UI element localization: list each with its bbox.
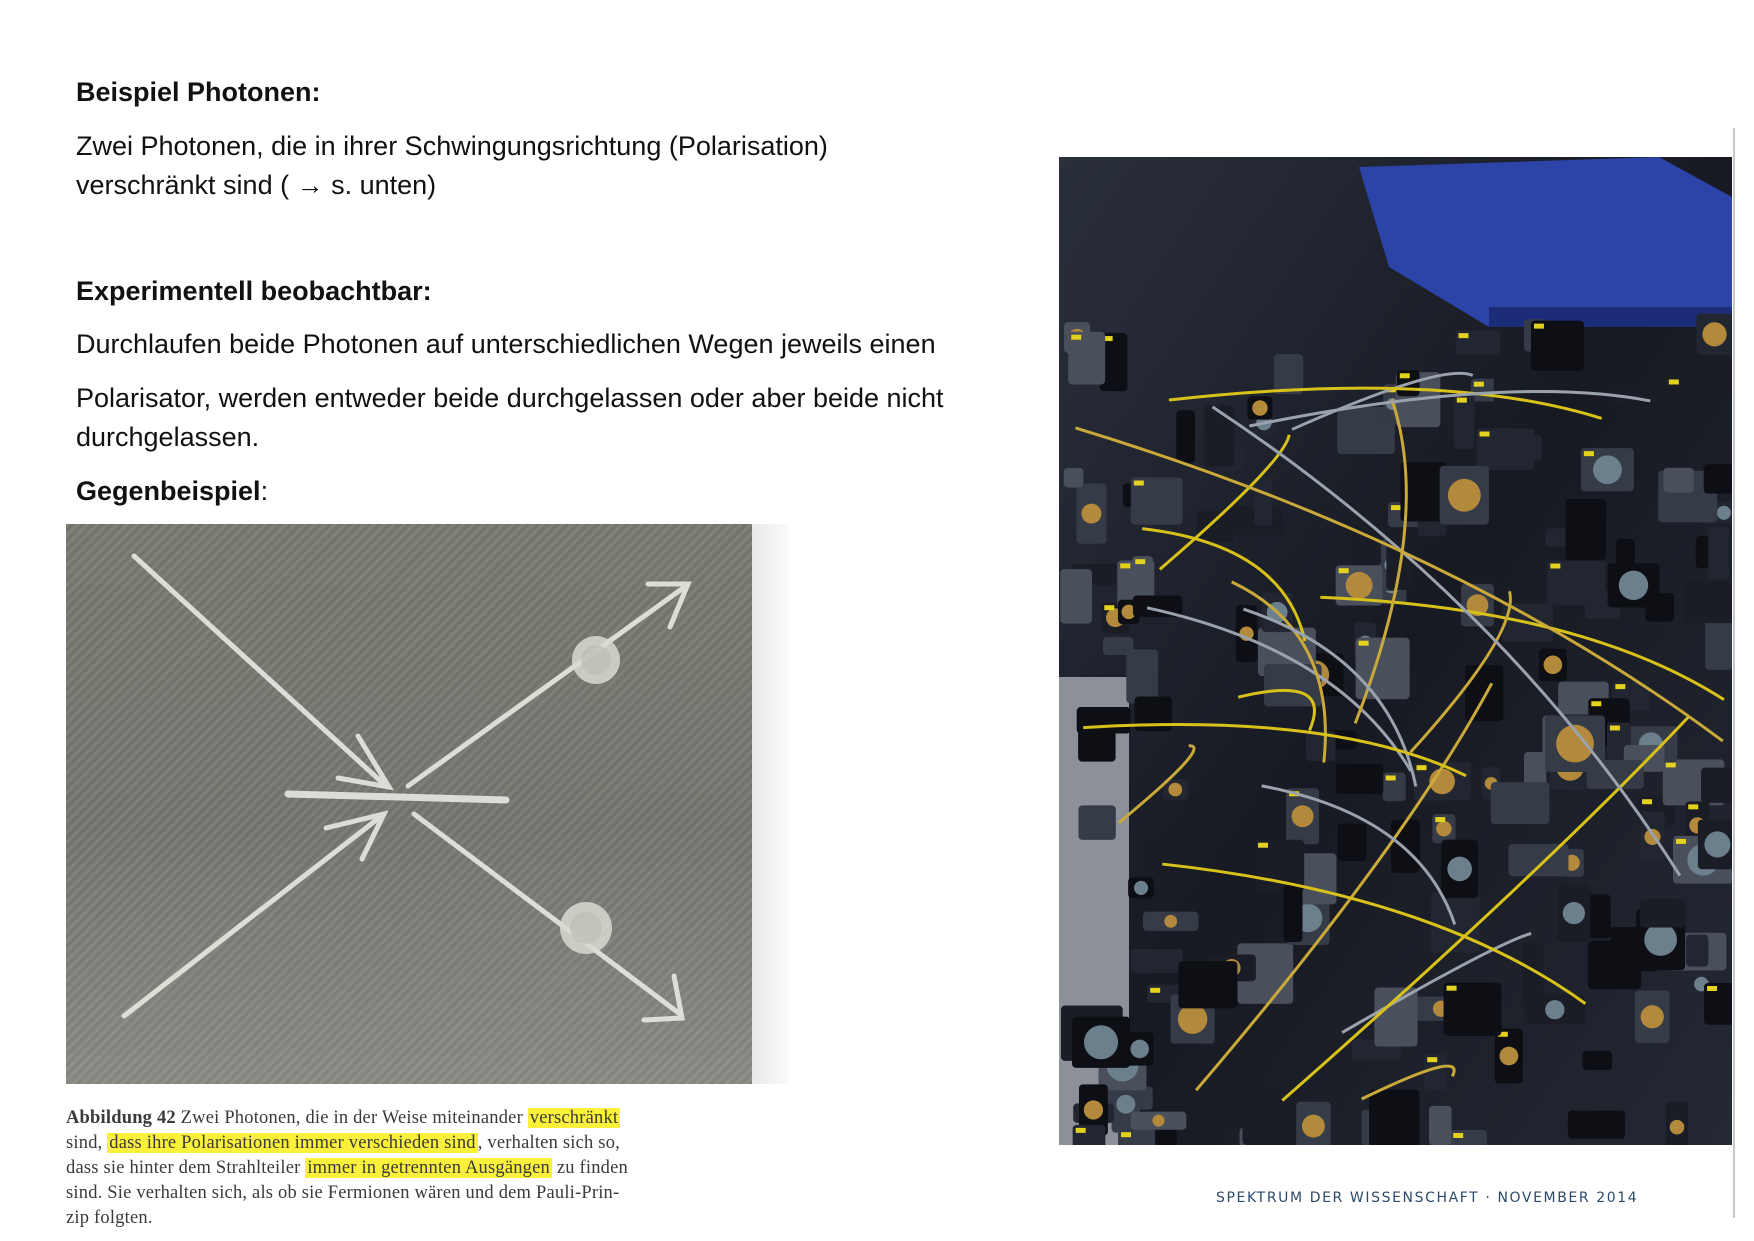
- lens: [1593, 455, 1622, 484]
- caption-text-4: dass sie hinter dem Strahlteiler: [66, 1158, 306, 1178]
- optical-mount: [1254, 478, 1272, 526]
- lens: [1619, 571, 1648, 600]
- warning-label: [1474, 382, 1484, 387]
- warning-label: [1584, 451, 1594, 456]
- warning-label: [1120, 563, 1130, 568]
- lens: [1346, 572, 1373, 599]
- lens: [1081, 504, 1101, 524]
- lens: [1545, 1000, 1564, 1019]
- intro-line-1: Zwei Photonen, die in ihrer Schwingungsrichtung (Polarisation): [76, 131, 828, 161]
- lens: [1644, 923, 1677, 956]
- warning-label: [1150, 988, 1160, 993]
- chalk-drawing: [66, 524, 752, 1084]
- warning-label: [1688, 804, 1698, 809]
- heading-counterexample-label: Gegenbeispiel: [76, 476, 261, 506]
- lens: [1116, 1095, 1135, 1114]
- warning-label: [1258, 843, 1268, 848]
- caption-text-3: , verhalten sich so,: [477, 1133, 620, 1153]
- warning-label: [1459, 333, 1469, 338]
- optical-mount: [1588, 941, 1641, 989]
- lens: [1499, 1047, 1518, 1066]
- lens: [1702, 322, 1726, 346]
- warning-label: [1391, 505, 1401, 510]
- optical-mount: [1077, 707, 1131, 734]
- optical-mount: [1704, 464, 1732, 493]
- lens: [1084, 1100, 1103, 1119]
- optics-lab-photo: [1059, 157, 1732, 1145]
- caption-highlight-2: dass ihre Polarisationen immer verschieden sind: [109, 1133, 476, 1153]
- experiment-line-3: durchgelassen.: [76, 422, 260, 452]
- outgoing-beam-top: [408, 586, 686, 786]
- heading-counterexample: [76, 471, 1036, 511]
- optical-mount: [1491, 782, 1550, 824]
- heading-experiment: Experimentell beobachtbar:: [76, 276, 432, 306]
- optical-mount: [1454, 395, 1475, 449]
- lens: [1447, 857, 1472, 882]
- outgoing-beam-bottom: [414, 814, 680, 1014]
- optical-mount: [1064, 468, 1084, 488]
- optical-mount: [1209, 1091, 1243, 1127]
- warning-label: [1339, 568, 1349, 573]
- warning-label: [1591, 701, 1601, 706]
- warning-label: [1534, 324, 1544, 329]
- optical-mount: [1465, 665, 1503, 721]
- optical-mount: [1701, 768, 1732, 803]
- warning-label: [1480, 432, 1490, 437]
- optical-mount: [1566, 499, 1606, 560]
- page-edge: [1733, 128, 1735, 1218]
- optical-mount: [1686, 935, 1708, 967]
- lens: [1544, 656, 1563, 675]
- lens: [1302, 1115, 1325, 1138]
- warning-label: [1359, 641, 1369, 646]
- lens: [1134, 881, 1148, 895]
- optical-mount: [1663, 468, 1693, 493]
- optical-mount: [1708, 527, 1729, 580]
- lens: [1670, 1120, 1685, 1135]
- lens: [1130, 1040, 1149, 1059]
- warning-label: [1610, 725, 1620, 730]
- optical-mount: [1284, 885, 1303, 942]
- caption-text-7: zip folgten.: [66, 1208, 153, 1228]
- caption-highlight-1: verschränkt: [529, 1108, 619, 1128]
- caption-text-1: Zwei Photonen, die in der Weise miteinander: [175, 1108, 528, 1128]
- optical-mount: [1131, 949, 1183, 973]
- optical-mount: [1587, 760, 1644, 789]
- warning-label: [1071, 335, 1081, 340]
- optical-mount: [1614, 385, 1638, 404]
- lens: [1164, 915, 1177, 928]
- warning-label: [1400, 373, 1410, 378]
- optical-mount: [1429, 1106, 1452, 1145]
- warning-label: [1435, 817, 1445, 822]
- caption-text-6: sind. Sie verhalten sich, als ob sie Fermionen wären und dem Pauli-Prin-: [66, 1183, 620, 1203]
- optical-mount: [1640, 899, 1686, 927]
- warning-label: [1707, 986, 1717, 991]
- lens: [1084, 1025, 1118, 1059]
- optical-mount: [1391, 819, 1420, 872]
- optical-mount: [1060, 569, 1092, 623]
- heading-counterexample-colon: :: [260, 476, 269, 506]
- intro-line-2: verschränkt sind ( → s. unten): [76, 170, 437, 200]
- lens: [1168, 783, 1182, 797]
- caption-text-2: sind,: [66, 1133, 108, 1153]
- figure-caption: [66, 1106, 756, 1231]
- optical-mount: [1103, 637, 1133, 655]
- warning-label: [1669, 379, 1679, 384]
- warning-label: [1550, 563, 1560, 568]
- incoming-beam-top: [134, 556, 386, 786]
- optical-mount: [1336, 764, 1384, 794]
- warning-label: [1134, 480, 1144, 485]
- experiment-line-2: Polarisator, werden entweder beide durchgelassen oder aber beide nicht: [76, 383, 944, 413]
- optical-mount: [1141, 836, 1188, 863]
- lens: [1436, 821, 1451, 836]
- lens: [1178, 1004, 1207, 1033]
- lens: [1292, 805, 1314, 827]
- warning-label: [1076, 1128, 1086, 1133]
- warning-label: [1453, 1133, 1463, 1138]
- caption-label: Abbildung 42: [66, 1108, 176, 1128]
- lens: [1641, 1005, 1664, 1028]
- optical-mount: [1126, 649, 1158, 703]
- optical-mount: [1583, 1051, 1613, 1070]
- caption-text-5: zu finden: [552, 1158, 628, 1178]
- optical-mount: [1274, 354, 1303, 394]
- warning-label: [1615, 684, 1625, 689]
- warning-label: [1104, 605, 1114, 610]
- experiment-line-1: Durchlaufen beide Photonen auf unterschiedlichen Wegen jeweils einen: [76, 329, 936, 359]
- optics-table-illustration: [1059, 157, 1732, 1145]
- figure-page-edge: [752, 524, 788, 1084]
- lens: [1717, 506, 1731, 520]
- warning-label: [1642, 799, 1652, 804]
- caption-highlight-3: immer in getrennten Ausgängen: [307, 1158, 550, 1178]
- warning-label: [1457, 398, 1467, 403]
- optical-mount: [1078, 805, 1115, 840]
- warning-label: [1417, 765, 1427, 770]
- warning-label: [1427, 1057, 1437, 1062]
- lens: [1252, 400, 1267, 415]
- warning-label: [1135, 559, 1145, 564]
- optical-mount: [1213, 761, 1246, 786]
- lens: [1448, 479, 1481, 512]
- optical-mount: [1197, 511, 1233, 542]
- warning-label: [1121, 1132, 1131, 1137]
- warning-label: [1447, 986, 1457, 991]
- heading-photons: Beispiel Photonen:: [76, 77, 321, 107]
- lens: [1563, 902, 1585, 924]
- optical-mount: [1685, 580, 1732, 623]
- optical-mount: [1338, 824, 1367, 862]
- optical-mount: [1508, 844, 1568, 876]
- optical-mount: [1242, 1084, 1302, 1145]
- lens: [1704, 831, 1730, 857]
- incoming-beam-bottom: [124, 814, 384, 1016]
- optical-mount: [1178, 961, 1237, 1008]
- optical-mount: [1369, 1090, 1419, 1145]
- warning-label: [1676, 839, 1686, 844]
- optical-mount: [1374, 987, 1417, 1046]
- optical-mount: [1494, 369, 1512, 412]
- lens: [1152, 1115, 1164, 1127]
- optical-mount: [1176, 410, 1195, 463]
- warning-label: [1666, 762, 1676, 767]
- photo-credit: SPEKTRUM DER WISSENSCHAFT · NOVEMBER 2014: [1216, 1190, 1639, 1206]
- chalkboard-figure: [66, 524, 752, 1084]
- optical-mount: [1204, 405, 1234, 466]
- optical-mount: [1568, 1111, 1625, 1139]
- beam-splitter: [288, 794, 506, 800]
- warning-label: [1386, 775, 1396, 780]
